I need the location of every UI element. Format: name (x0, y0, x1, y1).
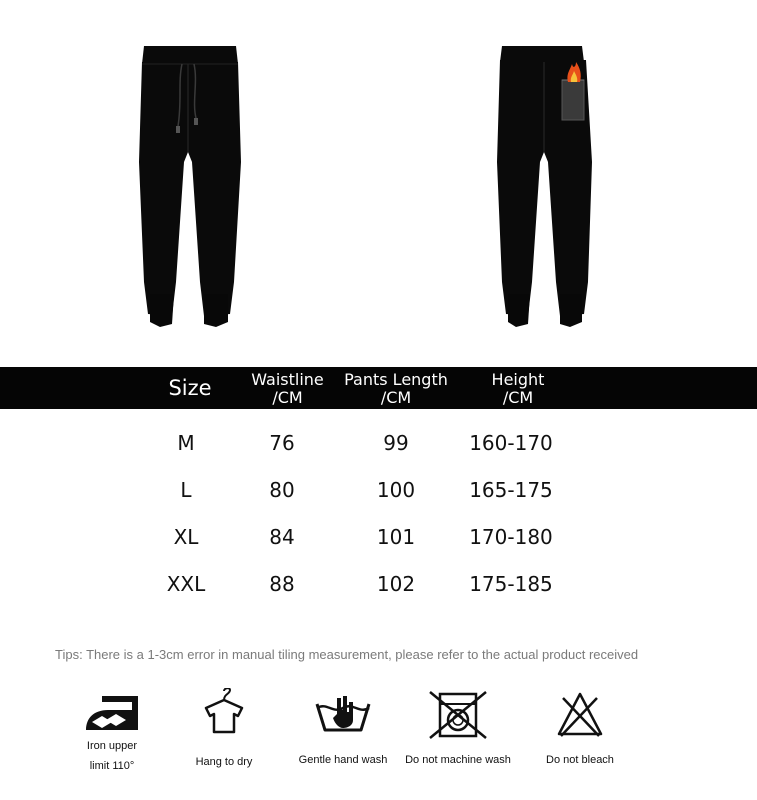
header-size: Size (168, 376, 212, 400)
cell-waist: 80 (269, 478, 295, 502)
cell-waist: 84 (269, 525, 295, 549)
cell-size: XL (173, 525, 199, 549)
care-item-hang-dry (186, 688, 262, 772)
hang-dry-icon (202, 688, 246, 736)
header-waistline: Waistline /CM (251, 370, 324, 407)
care-label-iron: Iron upper limit 110° (86, 740, 138, 772)
table-row (0, 569, 757, 599)
no-bleach-icon (555, 690, 605, 740)
table-row (0, 428, 757, 458)
cell-height: 165-175 (469, 478, 553, 502)
care-label-hang-dry: Hang to dry (195, 756, 253, 768)
cell-waist: 88 (269, 572, 295, 596)
care-item-no-bleach (536, 690, 624, 770)
size-table-header (0, 367, 757, 409)
cell-pants: 100 (376, 478, 416, 502)
cell-height: 160-170 (469, 431, 553, 455)
header-height: Height /CM (491, 370, 545, 407)
cell-height: 175-185 (469, 572, 553, 596)
cell-height: 170-180 (469, 525, 553, 549)
cell-size: XXL (166, 572, 206, 596)
care-label-no-machine-wash: Do not machine wash (405, 754, 511, 766)
pants-back-image (496, 42, 596, 328)
cell-pants: 99 (383, 431, 409, 455)
care-item-no-machine-wash (397, 690, 519, 770)
measurement-tips: Tips: There is a 1-3cm error in manual tiling measurement, please refer to the actual product received (55, 647, 639, 662)
iron-icon (82, 690, 142, 736)
no-machine-wash-icon (428, 690, 488, 740)
pants-front-image (138, 42, 242, 328)
cell-pants: 101 (376, 525, 416, 549)
table-row (0, 475, 757, 505)
header-pants-length: Pants Length /CM (344, 370, 448, 407)
care-label-hand-wash: Gentle hand wash (298, 754, 388, 766)
care-label-no-bleach: Do not bleach (546, 754, 614, 766)
table-row (0, 522, 757, 552)
cell-pants: 102 (376, 572, 416, 596)
cell-size: L (180, 478, 192, 502)
cell-size: M (177, 431, 195, 455)
hand-wash-icon (313, 690, 373, 736)
care-item-iron (72, 690, 152, 776)
care-item-hand-wash (290, 690, 396, 770)
cell-waist: 76 (269, 431, 295, 455)
